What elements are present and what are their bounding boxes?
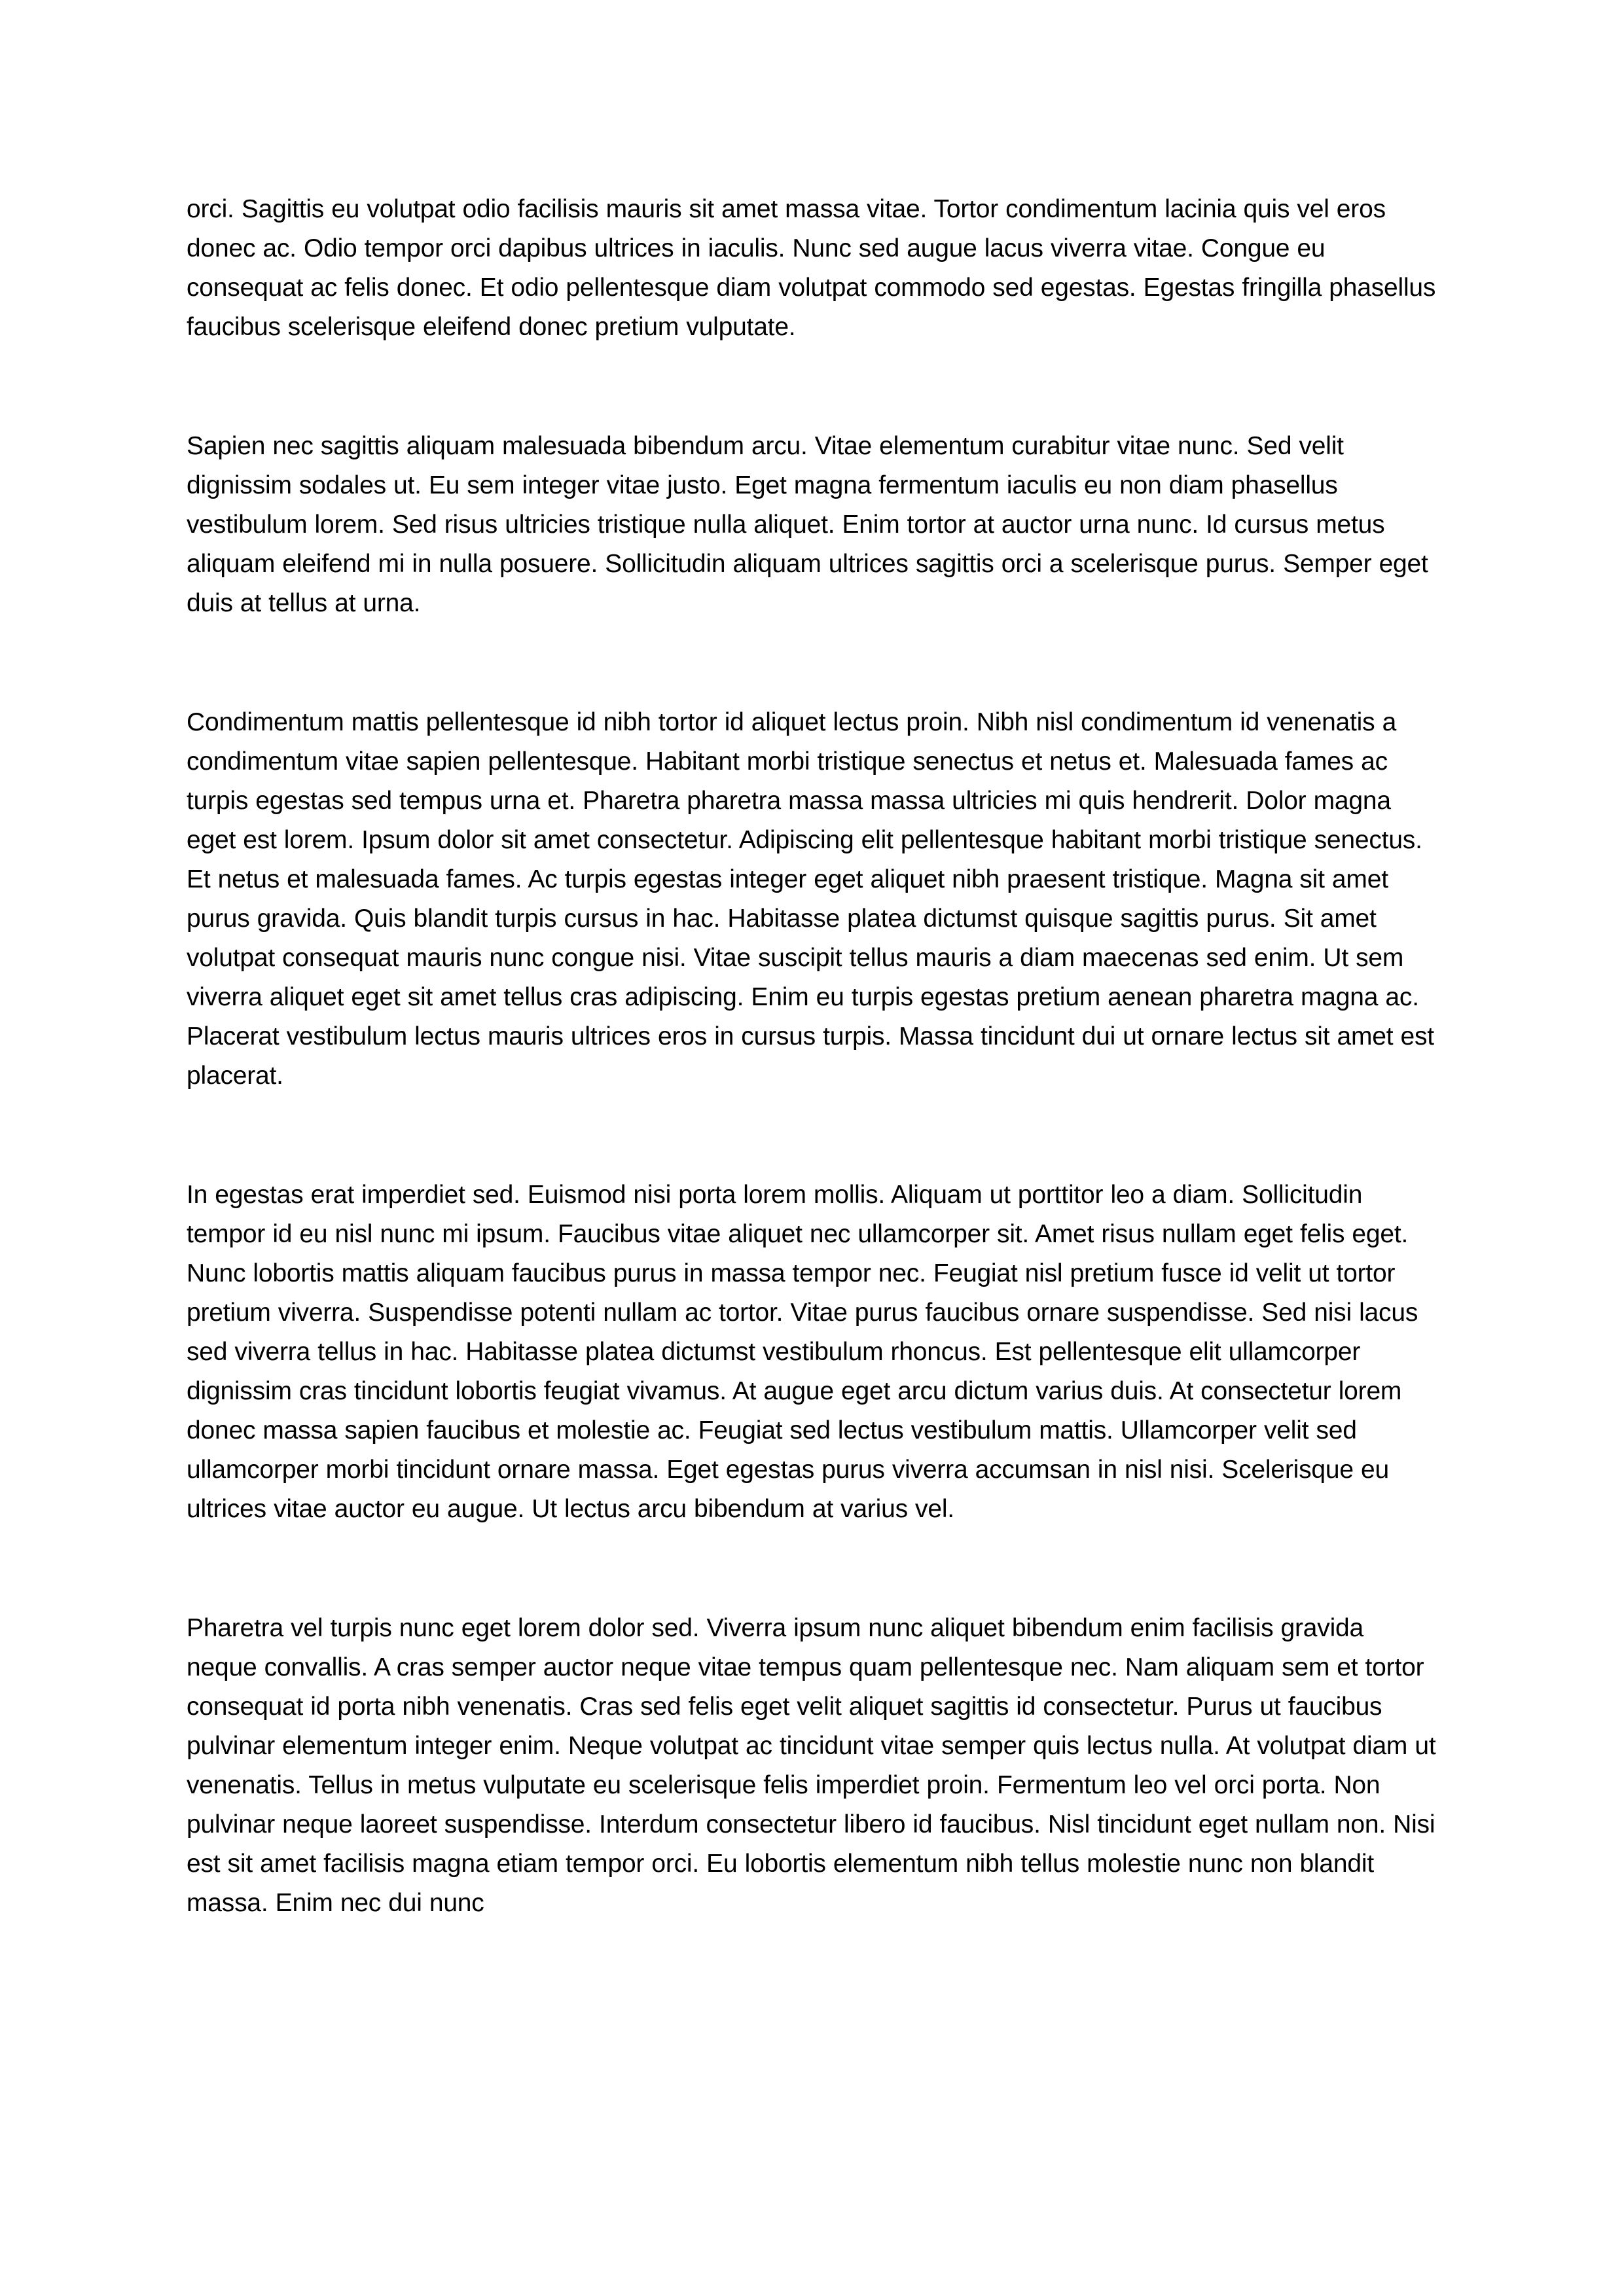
text-paragraph: Sapien nec sagittis aliquam malesuada bibendum arcu. Vitae elementum curabitur vitae nunc. Sed velit dignissim sodales ut. Eu sem integer vitae justo. Eget magna fermentum iaculis eu non diam phasellus vestibulum lorem. Sed risus ultricies tristique nulla aliquet. Enim tortor at auctor urna nunc. Id cursus metus aliquam eleifend mi in nulla posuere. Sollicitudin aliquam ultrices sagittis orci a scelerisque purus. Semper eget duis at tellus at urna. — [187, 432, 1428, 617]
text-paragraph: Pharetra vel turpis nunc eget lorem dolor sed. Viverra ipsum nunc aliquet bibendum enim facilisis gravida neque convallis. A cras semper auctor neque vitae tempus quam pellentesque nec. Nam aliquam sem et tortor consequat id porta nibh venenatis. Cras sed felis eget velit aliquet sagittis id consectetur. Purus ut faucibus pulvinar elementum integer enim. Neque volutpat ac tincidunt vitae semper quis lectus nulla. At volutpat diam ut venenatis. Tellus in metus vulputate eu scelerisque felis imperdiet proin. Fermentum leo vel orci porta. Non pulvinar neque laoreet suspendisse. Interdum consectetur libero id faucibus. Nisl tincidunt eget nullam non. Nisi est sit amet facilisis magna etiam tempor orci. Eu lobortis elementum nibh tellus molestie nunc non blandit massa. Enim nec dui nunc — [187, 1614, 1436, 1917]
text-paragraph: In egestas erat imperdiet sed. Euismod nisi porta lorem mollis. Aliquam ut porttitor leo a diam. Sollicitudin tempor id eu nisl nunc mi ipsum. Faucibus vitae aliquet nec ullamcorper sit. Amet risus nullam eget felis eget. Nunc lobortis mattis aliquam faucibus purus in massa tempor nec. Feugiat nisl pretium fusce id velit ut tortor pretium viverra. Suspendisse potenti nullam ac tortor. Vitae purus faucibus ornare suspendisse. Sed nisi lacus sed viverra tellus in hac. Habitasse platea dictumst vestibulum rhoncus. Est pellentesque elit ullamcorper dignissim cras tincidunt lobortis feugiat vivamus. At augue eget arcu dictum varius duis. At consectetur lorem donec massa sapien faucibus et molestie ac. Feugiat sed lectus vestibulum mattis. Ullamcorper velit sed ullamcorper morbi tincidunt ornare massa. Eget egestas purus viverra accumsan in nisl nisi. Scelerisque eu ultrices vitae auctor eu augue. Ut lectus arcu bibendum at varius vel. — [187, 1181, 1418, 1523]
text-paragraph: Condimentum mattis pellentesque id nibh tortor id aliquet lectus proin. Nibh nisl condimentum id venenatis a condimentum vitae sapien pellentesque. Habitant morbi tristique senectus et netus et. Malesuada fames ac turpis egestas sed tempus urna et. Pharetra pharetra massa massa ultricies mi quis hendrerit. Dolor magna eget est lorem. Ipsum dolor sit amet consectetur. Adipiscing elit pellentesque habitant morbi tristique senectus. Et netus et malesuada fames. Ac turpis egestas integer eget aliquet nibh praesent tristique. Magna sit amet purus gravida. Quis blandit turpis cursus in hac. Habitasse platea dictumst quisque sagittis purus. Sit amet volutpat consequat mauris nunc congue nisi. Vitae suscipit tellus mauris a diam maecenas sed enim. Ut sem viverra aliquet eget sit amet tellus cras adipiscing. Enim eu turpis egestas pretium aenean pharetra magna ac. Placerat vestibulum lectus mauris ultrices eros in cursus turpis. Massa tincidunt dui ut ornare lectus sit amet est placerat. — [187, 708, 1434, 1090]
text-paragraph: orci. Sagittis eu volutpat odio facilisis mauris sit amet massa vitae. Tortor condimentum lacinia quis vel eros donec ac. Odio tempor orci dapibus ultrices in iaculis. Nunc sed augue lacus viverra vitae. Congue eu consequat ac felis donec. Et odio pellentesque diam volutpat commodo sed egestas. Egestas fringilla phasellus faucibus scelerisque eleifend donec pretium vulputate. — [187, 195, 1436, 341]
